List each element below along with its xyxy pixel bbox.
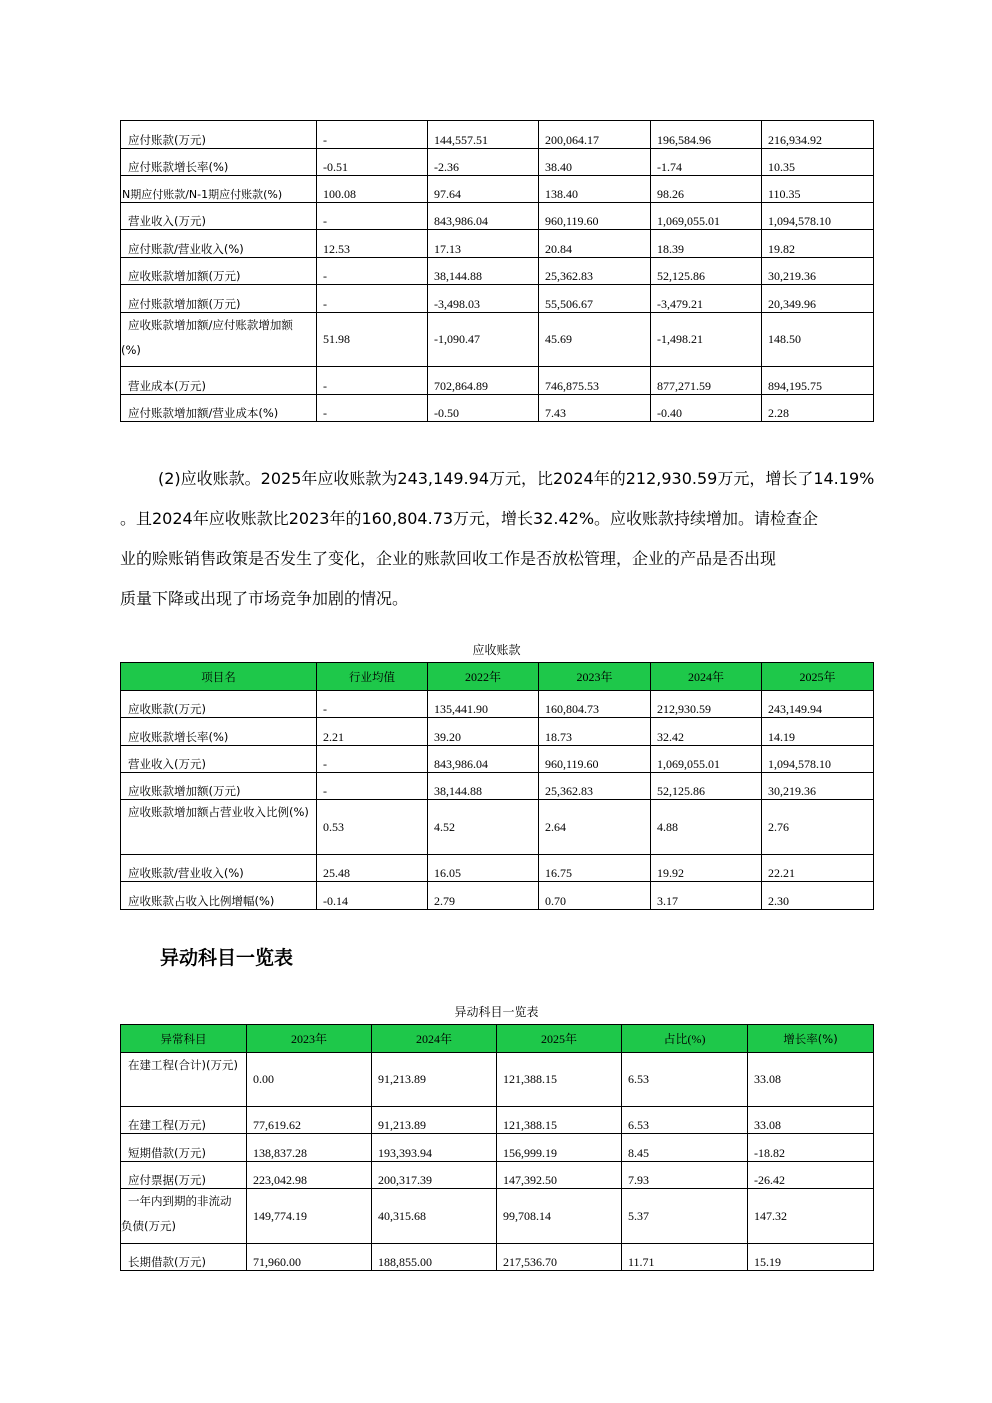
payables-table	[120, 120, 874, 422]
cell: 4.88	[651, 800, 762, 855]
header-cell: 2024年	[372, 1025, 497, 1053]
cell: 22.21	[762, 855, 874, 882]
cell: 196,584.96	[651, 121, 762, 149]
cell: 40,315.68	[372, 1189, 497, 1244]
table-row	[121, 149, 874, 176]
table-row	[121, 176, 874, 203]
table-row	[121, 395, 874, 422]
cell: 0.00	[247, 1053, 372, 1107]
cell: -18.82	[748, 1134, 874, 1162]
row-label: 应收账款增加额(万元)	[121, 258, 317, 285]
row-label: 应付账款(万元)	[121, 121, 317, 149]
cell: 135,441.90	[428, 691, 539, 718]
cell: 212,930.59	[651, 691, 762, 718]
row-label: 应付账款/营业收入(%)	[121, 230, 317, 258]
cell: 38.40	[539, 149, 651, 176]
cell: 0.53	[317, 800, 428, 855]
cell: 2.64	[539, 800, 651, 855]
cell: -	[317, 203, 428, 230]
cell: 223,042.98	[247, 1162, 372, 1189]
anomaly-table	[120, 1024, 874, 1271]
cell: -	[317, 395, 428, 422]
cell: 7.93	[622, 1162, 748, 1189]
cell: 216,934.92	[762, 121, 874, 149]
cell: 100.08	[317, 176, 428, 203]
cell: 51.98	[317, 313, 428, 367]
cell: 33.08	[748, 1053, 874, 1107]
table-row	[121, 367, 874, 395]
cell: 2.76	[762, 800, 874, 855]
cell: 6.53	[622, 1053, 748, 1107]
cell: 138,837.28	[247, 1134, 372, 1162]
cell: 149,774.19	[247, 1189, 372, 1244]
cell: 18.39	[651, 230, 762, 258]
cell: -0.40	[651, 395, 762, 422]
cell: 52,125.86	[651, 773, 762, 800]
header-cell: 2023年	[539, 663, 651, 691]
section-heading: 异动科目一览表	[160, 947, 294, 969]
table-row	[121, 1162, 874, 1189]
cell: 25,362.83	[539, 773, 651, 800]
cell: 4.52	[428, 800, 539, 855]
row-label: 营业收入(万元)	[121, 203, 317, 230]
table-header-row	[121, 663, 874, 691]
cell: 960,119.60	[539, 203, 651, 230]
cell: 2.30	[762, 882, 874, 910]
row-label: 在建工程(万元)	[121, 1107, 247, 1134]
cell: 71,960.00	[247, 1244, 372, 1271]
header-cell: 2023年	[247, 1025, 372, 1053]
cell: 38,144.88	[428, 258, 539, 285]
table-row	[121, 1134, 874, 1162]
row-label: 应收账款占收入比例增幅(%)	[121, 882, 317, 910]
row-label	[121, 1189, 247, 1244]
cell: 121,388.15	[497, 1107, 622, 1134]
cell: -3,479.21	[651, 285, 762, 313]
cell: 14.19	[762, 718, 874, 746]
row-label: 应付票据(万元)	[121, 1162, 247, 1189]
cell: 0.70	[539, 882, 651, 910]
paragraph-line: 质量下降或出现了市场竞争加剧的情况。	[120, 589, 409, 608]
cell: -	[317, 285, 428, 313]
cell: 110.35	[762, 176, 874, 203]
header-cell: 2022年	[428, 663, 539, 691]
cell: -	[317, 258, 428, 285]
row-label	[121, 800, 317, 855]
cell: 1,094,578.10	[762, 746, 874, 773]
cell: 1,069,055.01	[651, 203, 762, 230]
table-row	[121, 855, 874, 882]
row-label: 应付账款增加额(万元)	[121, 285, 317, 313]
row-label-text: 在建工程(合计)(万元)	[128, 1058, 238, 1072]
cell: 1,069,055.01	[651, 746, 762, 773]
cell: 148.50	[762, 313, 874, 367]
cell: 8.45	[622, 1134, 748, 1162]
cell: 3.17	[651, 882, 762, 910]
cell: 20,349.96	[762, 285, 874, 313]
paragraph-line: 业的赊账销售政策是否发生了变化，企业的账款回收工作是否放松管理，企业的产品是否出现	[120, 549, 777, 568]
paragraph-line: 。且2024年应收账款比2023年的160,804.73万元，增长32.42%。应收账款持续增加。请检查企	[120, 509, 819, 528]
header-cell: 项目名	[121, 663, 317, 691]
cell: 45.69	[539, 313, 651, 367]
receivables-paragraph	[120, 459, 880, 619]
header-cell: 增长率(%)	[748, 1025, 874, 1053]
cell: 25,362.83	[539, 258, 651, 285]
table-row	[121, 882, 874, 910]
cell: 243,149.94	[762, 691, 874, 718]
cell: 15.19	[748, 1244, 874, 1271]
cell: 217,536.70	[497, 1244, 622, 1271]
table-caption: 应收账款	[472, 643, 521, 657]
header-cell: 2025年	[762, 663, 874, 691]
cell: 91,213.89	[372, 1053, 497, 1107]
cell: -3,498.03	[428, 285, 539, 313]
cell: 98.26	[651, 176, 762, 203]
cell: 33.08	[748, 1107, 874, 1134]
cell: -0.51	[317, 149, 428, 176]
row-label-text: 一年内到期的非流动负债(万元)	[121, 1194, 232, 1233]
cell: 39.20	[428, 718, 539, 746]
cell: -1.74	[651, 149, 762, 176]
table-row	[121, 121, 874, 149]
cell: 121,388.15	[497, 1053, 622, 1107]
cell: -	[317, 746, 428, 773]
cell: 7.43	[539, 395, 651, 422]
cell: -	[317, 367, 428, 395]
row-label: 短期借款(万元)	[121, 1134, 247, 1162]
row-label	[121, 313, 317, 367]
table-row	[121, 230, 874, 258]
row-label-text: 应收账款增加额占营业收入比例(%)	[128, 805, 309, 819]
cell: -0.14	[317, 882, 428, 910]
cell: 19.92	[651, 855, 762, 882]
cell: 12.53	[317, 230, 428, 258]
cell: 17.13	[428, 230, 539, 258]
table-row	[121, 203, 874, 230]
cell: -	[317, 773, 428, 800]
cell: 193,393.94	[372, 1134, 497, 1162]
cell: 30,219.36	[762, 773, 874, 800]
table-row	[121, 1053, 874, 1107]
cell: 156,999.19	[497, 1134, 622, 1162]
header-cell: 2025年	[497, 1025, 622, 1053]
cell: -	[317, 691, 428, 718]
cell: 52,125.86	[651, 258, 762, 285]
cell: 188,855.00	[372, 1244, 497, 1271]
cell: 5.37	[622, 1189, 748, 1244]
cell: 200,317.39	[372, 1162, 497, 1189]
table-row	[121, 313, 874, 367]
cell: -2.36	[428, 149, 539, 176]
row-label: 应收账款(万元)	[121, 691, 317, 718]
table-row	[121, 773, 874, 800]
cell: 19.82	[762, 230, 874, 258]
cell: 11.71	[622, 1244, 748, 1271]
cell: 38,144.88	[428, 773, 539, 800]
header-cell: 行业均值	[317, 663, 428, 691]
table-caption: 异动科目一览表	[454, 1005, 539, 1019]
cell: 10.35	[762, 149, 874, 176]
row-label: 应付账款增长率(%)	[121, 149, 317, 176]
cell: 16.05	[428, 855, 539, 882]
cell: 91,213.89	[372, 1107, 497, 1134]
table-row	[121, 1107, 874, 1134]
row-label: 营业收入(万元)	[121, 746, 317, 773]
table-row	[121, 800, 874, 855]
cell: 147.32	[748, 1189, 874, 1244]
header-cell: 异常科目	[121, 1025, 247, 1053]
cell: 25.48	[317, 855, 428, 882]
cell: 702,864.89	[428, 367, 539, 395]
cell: 6.53	[622, 1107, 748, 1134]
cell: 144,557.51	[428, 121, 539, 149]
cell: 843,986.04	[428, 203, 539, 230]
cell: 877,271.59	[651, 367, 762, 395]
receivables-table	[120, 662, 874, 910]
row-label: 应付账款增加额/营业成本(%)	[121, 395, 317, 422]
cell: -	[317, 121, 428, 149]
row-label	[121, 1053, 247, 1107]
cell: 147,392.50	[497, 1162, 622, 1189]
cell: 16.75	[539, 855, 651, 882]
row-label: 长期借款(万元)	[121, 1244, 247, 1271]
table-header-row	[121, 1025, 874, 1053]
cell: 55,506.67	[539, 285, 651, 313]
cell: -26.42	[748, 1162, 874, 1189]
table-row	[121, 285, 874, 313]
cell: -0.50	[428, 395, 539, 422]
cell: 160,804.73	[539, 691, 651, 718]
cell: 99,708.14	[497, 1189, 622, 1244]
cell: 32.42	[651, 718, 762, 746]
cell: 843,986.04	[428, 746, 539, 773]
table-row	[121, 691, 874, 718]
cell: 18.73	[539, 718, 651, 746]
row-label: 营业成本(万元)	[121, 367, 317, 395]
table-row	[121, 258, 874, 285]
cell: 77,619.62	[247, 1107, 372, 1134]
cell: 97.64	[428, 176, 539, 203]
cell: 200,064.17	[539, 121, 651, 149]
header-cell: 占比(%)	[622, 1025, 748, 1053]
table-row	[121, 1189, 874, 1244]
cell: 20.84	[539, 230, 651, 258]
cell: 2.28	[762, 395, 874, 422]
table-row	[121, 746, 874, 773]
cell: -1,498.21	[651, 313, 762, 367]
row-label: N期应付账款/N-1期应付账款(%)	[121, 176, 317, 203]
cell: 2.79	[428, 882, 539, 910]
cell: 746,875.53	[539, 367, 651, 395]
paragraph-line: (2)应收账款。2025年应收账款为243,149.94万元，比2024年的212,930.59万元，增长了14.19%	[158, 469, 875, 488]
cell: 30,219.36	[762, 258, 874, 285]
table-row	[121, 1244, 874, 1271]
cell: 1,094,578.10	[762, 203, 874, 230]
table-row	[121, 718, 874, 746]
row-label: 应收账款增加额(万元)	[121, 773, 317, 800]
cell: 2.21	[317, 718, 428, 746]
row-label: 应收账款增长率(%)	[121, 718, 317, 746]
cell: 138.40	[539, 176, 651, 203]
cell: -1,090.47	[428, 313, 539, 367]
row-label: 应收账款/营业收入(%)	[121, 855, 317, 882]
header-cell: 2024年	[651, 663, 762, 691]
cell: 960,119.60	[539, 746, 651, 773]
row-label-text: 应收账款增加额/应付账款增加额(%)	[121, 318, 293, 357]
cell: 894,195.75	[762, 367, 874, 395]
